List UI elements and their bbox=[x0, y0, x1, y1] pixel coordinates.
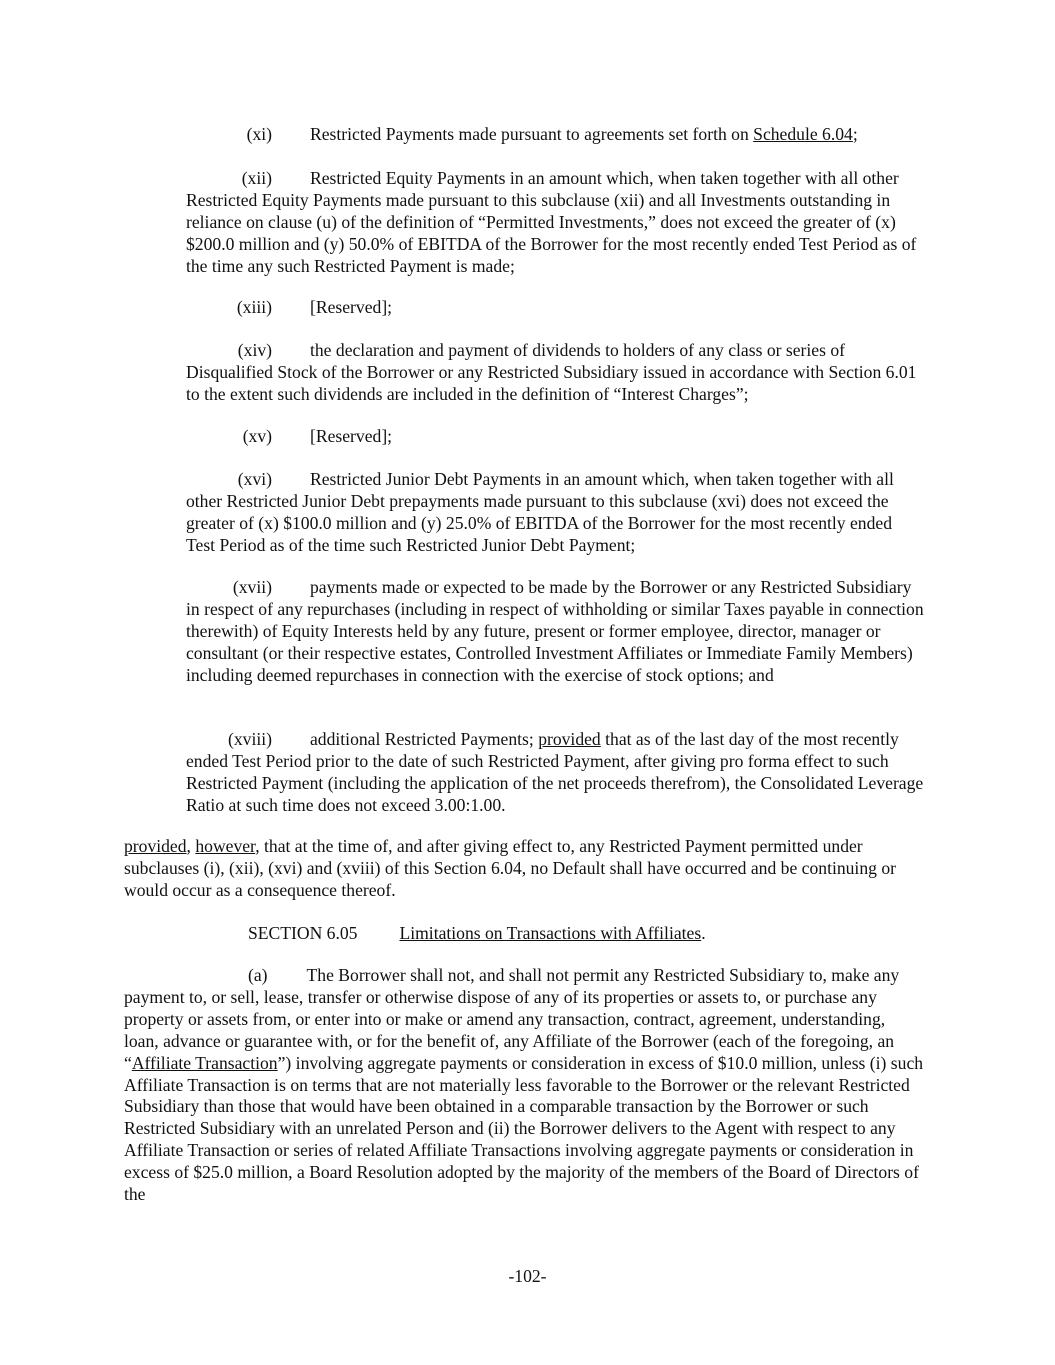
provided-term: provided bbox=[124, 836, 187, 856]
clause-number: (xiii) bbox=[236, 297, 272, 317]
paragraph-a bbox=[124, 965, 924, 1206]
clause-text-continued: that as of the last day of the most recently ended Test Period prior to the date of such Restricted Payment, after giving pro forma effect to such Restricted Payment (including the application of the net proceeds therefrom), the Consolidated Leverage Ratio at such time does not exceed 3.00:1.00. bbox=[186, 729, 924, 815]
schedule-reference: Schedule 6.04 bbox=[753, 124, 853, 144]
clause-xiv bbox=[186, 340, 924, 406]
clause-text: payments made or expected to be made by the Borrower or any Restricted Subsidiary in respect of any repurchases (including in respect of withholding or similar Taxes payable in connection therewith) of Equity Interests held by any future, present or former employee, director, manager or consultant (or their respective estates, Controlled Investment Affiliates or Immediate Family Members) including deemed repurchases in connection with the exercise of stock options; and bbox=[186, 577, 924, 685]
clause-number: (xiv) bbox=[237, 340, 272, 360]
clause-xiii bbox=[186, 297, 924, 319]
clause-xviii bbox=[186, 729, 924, 817]
section-number: SECTION 6.05 bbox=[248, 923, 358, 943]
section-heading bbox=[248, 923, 706, 945]
provided-term: provided bbox=[538, 729, 601, 749]
clause-text: [Reserved]; bbox=[310, 297, 393, 317]
proviso-paragraph bbox=[124, 836, 924, 902]
paragraph-text: The Borrower shall not, and shall not permit any Restricted Subsidiary to, make any payment to, or sell, lease, transfer or otherwise dispose of any of its properties or assets to, or purchase any property or assets from, or enter into or make or amend any transaction, contract, agreement, understanding, loan, advance or guarantee with, or for the benefit of, any Affiliate of the Borrower (each of the foregoing, an “ bbox=[124, 965, 900, 1073]
however-term: however bbox=[195, 836, 256, 856]
clause-number: (xi) bbox=[246, 124, 272, 144]
proviso-text: , that at the time of, and after giving effect to, any Restricted Payment permitted under subclauses (i), (xii), (xvi) and (xviii) of this Section 6.04, no Default shall have occurred and be continuing or would occur as a consequence thereof. bbox=[124, 836, 896, 900]
paragraph-number: (a) bbox=[248, 965, 268, 985]
proviso-separator: , bbox=[186, 836, 196, 856]
clause-text: Restricted Junior Debt Payments in an amount which, when taken together with all other Restricted Junior Debt prepayments made pursuant to this subclause (xvi) does not exceed the greater of (x) $100.0 million and (y) 25.0% of EBITDA of the Borrower for the most recently ended Test Period as of the time such Restricted Junior Debt Payment; bbox=[186, 469, 894, 555]
clause-number: (xvii) bbox=[232, 577, 272, 597]
section-title: Limitations on Transactions with Affiliates bbox=[399, 923, 702, 943]
clause-text: [Reserved]; bbox=[310, 426, 393, 446]
page-number: -102- bbox=[508, 1266, 547, 1286]
clause-xvii bbox=[186, 577, 924, 687]
clause-number: (xviii) bbox=[228, 729, 272, 749]
clause-xii bbox=[186, 168, 924, 278]
clause-text: additional Restricted Payments; bbox=[310, 729, 539, 749]
clause-number: (xii) bbox=[241, 168, 272, 188]
clause-xv bbox=[186, 426, 924, 448]
paragraph-text-continued: ”) involving aggregate payments or consideration in excess of $10.0 million, unless (i) such Affiliate Transaction is on terms that are not materially less favorable to the Borrower or the relevant Restricted Subsidiary than those that would have been obtained in a comparable transaction by the Borrower or such Restricted Subsidiary with an unrelated Person and (ii) the Borrower delivers to the Agent with respect to any Affiliate Transaction or series of related Affiliate Transactions involving aggregate payments or consideration in excess of $25.0 million, a Board Resolution adopted by the majority of the members of the Board of Directors of the bbox=[124, 1052, 924, 1205]
clause-text: Restricted Equity Payments in an amount which, when taken together with all other Restricted Equity Payments made pursuant to this subclause (xii) and all Investments outstanding in reliance on clause (u) of the definition of “Permitted Investments,” does not exceed the greater of (x) $200.0 million and (y) 50.0% of EBITDA of the Borrower for the most recently ended Test Period as of the time any such Restricted Payment is made; bbox=[186, 168, 917, 276]
defined-term-affiliate-transaction: Affiliate Transaction bbox=[131, 1052, 278, 1073]
clause-number: (xv) bbox=[242, 426, 272, 446]
section-title-period: . bbox=[701, 923, 706, 943]
clause-number: (xvi) bbox=[237, 469, 272, 489]
clause-punctuation: ; bbox=[852, 124, 858, 144]
clause-text: Restricted Payments made pursuant to agreements set forth on bbox=[310, 124, 754, 144]
clause-xi bbox=[186, 124, 924, 146]
clause-text: the declaration and payment of dividends to holders of any class or series of Disqualified Stock of the Borrower or any Restricted Subsidiary issued in accordance with Section 6.01 to the extent such dividends are included in the definition of “Interest Charges”; bbox=[186, 340, 917, 404]
clause-xvi bbox=[186, 469, 924, 557]
